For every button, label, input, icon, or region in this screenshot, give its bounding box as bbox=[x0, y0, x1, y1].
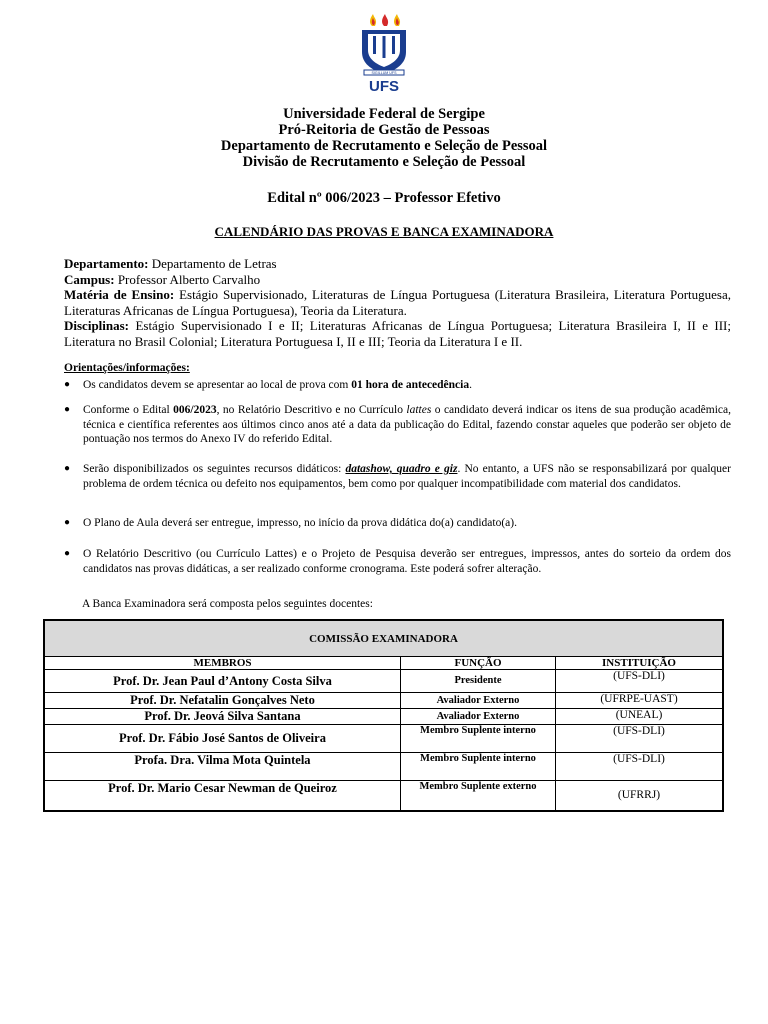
table-row bbox=[44, 693, 723, 709]
member-institution: (UFS-DLI) bbox=[556, 670, 724, 693]
bullet-item bbox=[64, 378, 731, 393]
member-institution: (UNEAL) bbox=[556, 709, 724, 725]
comissao-title-row bbox=[44, 620, 723, 657]
bullet-2-text-c: o candidato deverá indicar os itens de sua produção acadêmica, técnica e científica referentes aos últimos cinco anos até a data da publicação do Edital, fazendo constar aqueles que poderão ser objeto de pontuação nos termos do Anexo IV do referido Edital. bbox=[83, 404, 731, 445]
member-function: Membro Suplente interno bbox=[401, 725, 556, 753]
comissao-title: COMISSÃO EXAMINADORA bbox=[44, 620, 723, 657]
member-function: Membro Suplente externo bbox=[401, 781, 556, 811]
bullet-1-bold: 01 hora de antecedência bbox=[351, 379, 470, 391]
edital-title: Edital nº 006/2023 – Professor Efetivo bbox=[267, 190, 501, 206]
header-funcao: FUNÇÃO bbox=[401, 657, 556, 670]
member-institution: (UFRRJ) bbox=[556, 781, 724, 811]
bullet-item bbox=[64, 462, 731, 491]
table-row bbox=[44, 709, 723, 725]
header-membros: MEMBROS bbox=[44, 657, 401, 670]
table-row bbox=[44, 781, 723, 811]
campus-value: Professor Alberto Carvalho bbox=[114, 271, 261, 287]
bullet-icon: ● bbox=[64, 548, 71, 559]
flames-icon bbox=[370, 14, 400, 26]
bullet-4-text: O Plano de Aula deverá ser entregue, impresso, no início da prova didática do(a) candidato(a). bbox=[83, 517, 517, 529]
member-name: Prof. Dr. Fábio José Santos de Oliveira bbox=[44, 725, 401, 753]
bullet-3-bold: datashow, quadro e giz bbox=[345, 463, 458, 475]
bullet-5-text: O Relatório Descritivo (ou Currículo Lattes) e o Projeto de Pesquisa deverão ser entregues, impressos, antes do sorteio da ordem dos candidatos nas provas didáticas, a ser realizado conforme cronograma. Este poderá sofrer alteração. bbox=[83, 548, 731, 575]
info-block bbox=[64, 256, 731, 349]
disciplinas-label: Disciplinas: bbox=[64, 318, 130, 333]
table-row bbox=[44, 670, 723, 693]
departamento-label: Departamento: bbox=[64, 256, 149, 271]
bullet-3-text-b: . No entanto, a UFS não se responsabilizará por qualquer problema de ordem técnica ou defeito nos equipamentos, bem como por qualquer incompatibilidade com material dos candidatos. bbox=[83, 463, 731, 490]
departamento-value: Departamento de Letras bbox=[148, 256, 277, 271]
bullet-item bbox=[64, 403, 731, 447]
member-name: Profa. Dra. Vilma Mota Quintela bbox=[44, 753, 401, 781]
materia-line bbox=[64, 287, 731, 318]
bullet-icon: ● bbox=[64, 404, 71, 415]
comissao-table bbox=[43, 619, 724, 812]
bullet-2-bold: 006/2023 bbox=[173, 404, 217, 416]
member-name: Prof. Dr. Mario Cesar Newman de Queiroz bbox=[44, 781, 401, 811]
member-name: Prof. Dr. Jeová Silva Santana bbox=[44, 709, 401, 725]
header-line-departamento: Departamento de Recrutamento e Seleção de Pessoal bbox=[220, 138, 548, 154]
bullet-item bbox=[64, 516, 731, 531]
bullet-2-italic: lattes bbox=[406, 404, 432, 416]
header-line-divisao: Divisão de Recrutamento e Seleção de Pessoal bbox=[242, 154, 526, 170]
orientacoes-title: Orientações/informações: bbox=[64, 362, 190, 374]
logo-acronym: UFS bbox=[369, 78, 399, 94]
member-institution: (UFS-DLI) bbox=[556, 725, 724, 753]
bullet-1-text-a: Os candidatos devem se apresentar ao local de prova com bbox=[83, 379, 352, 391]
bullet-icon: ● bbox=[64, 463, 71, 474]
table-row bbox=[44, 753, 723, 781]
banca-intro: A Banca Examinadora será composta pelos seguintes docentes: bbox=[82, 598, 373, 610]
campus-label: Campus: bbox=[64, 271, 115, 287]
logo-banner-text: SIGILLUM UFS bbox=[371, 71, 397, 75]
bullet-1-text-b: . bbox=[469, 379, 472, 391]
bullet-item bbox=[64, 547, 731, 576]
campus-line bbox=[64, 272, 731, 288]
member-name: Prof. Dr. Jean Paul d’Antony Costa Silva bbox=[44, 670, 401, 693]
member-function: Avaliador Externo bbox=[401, 693, 556, 709]
header-line-university: Universidade Federal de Sergipe bbox=[283, 106, 485, 122]
ufs-logo bbox=[358, 14, 410, 94]
member-function: Presidente bbox=[401, 670, 556, 693]
bullet-2-text-a: Conforme o Edital bbox=[83, 404, 174, 416]
member-function: Avaliador Externo bbox=[401, 709, 556, 725]
departamento-line bbox=[64, 256, 731, 272]
header-instituicao: INSTITUIÇÃO bbox=[556, 657, 724, 670]
bullet-2-text-b: , no Relatório Descritivo e no Currículo bbox=[216, 404, 407, 416]
institution-header bbox=[0, 106, 768, 170]
member-institution: (UFRPE-UAST) bbox=[556, 693, 724, 709]
table-row bbox=[44, 725, 723, 753]
calendar-title: CALENDÁRIO DAS PROVAS E BANCA EXAMINADORA bbox=[214, 224, 554, 239]
comissao-header-row bbox=[44, 657, 723, 670]
member-name: Prof. Dr. Nefatalin Gonçalves Neto bbox=[44, 693, 401, 709]
materia-label: Matéria de Ensino: bbox=[64, 287, 175, 302]
bullet-icon: ● bbox=[64, 517, 71, 528]
member-institution: (UFS-DLI) bbox=[556, 753, 724, 781]
disciplinas-line bbox=[64, 318, 731, 349]
materia-value: Estágio Supervisionado, Literaturas de Língua Portuguesa (Literatura Brasileira, Literatura Portuguesa, Literaturas Africanas de Língua Portuguesa), Teoria da Literatura. bbox=[64, 287, 731, 318]
disciplinas-value: Estágio Supervisionado I e II; Literaturas Africanas de Língua Portuguesa; Literatura Brasileira I, II e III; Literatura no Brasil Colonial; Literatura Portuguesa I, II e III; Teoria da Literatura I e II. bbox=[64, 318, 731, 349]
bullet-3-text-a: Serão disponibilizados os seguintes recursos didáticos: bbox=[83, 463, 346, 475]
member-function: Membro Suplente interno bbox=[401, 753, 556, 781]
bullet-icon: ● bbox=[64, 379, 71, 390]
header-line-pro-reitoria: Pró-Reitoria de Gestão de Pessoas bbox=[278, 122, 490, 138]
